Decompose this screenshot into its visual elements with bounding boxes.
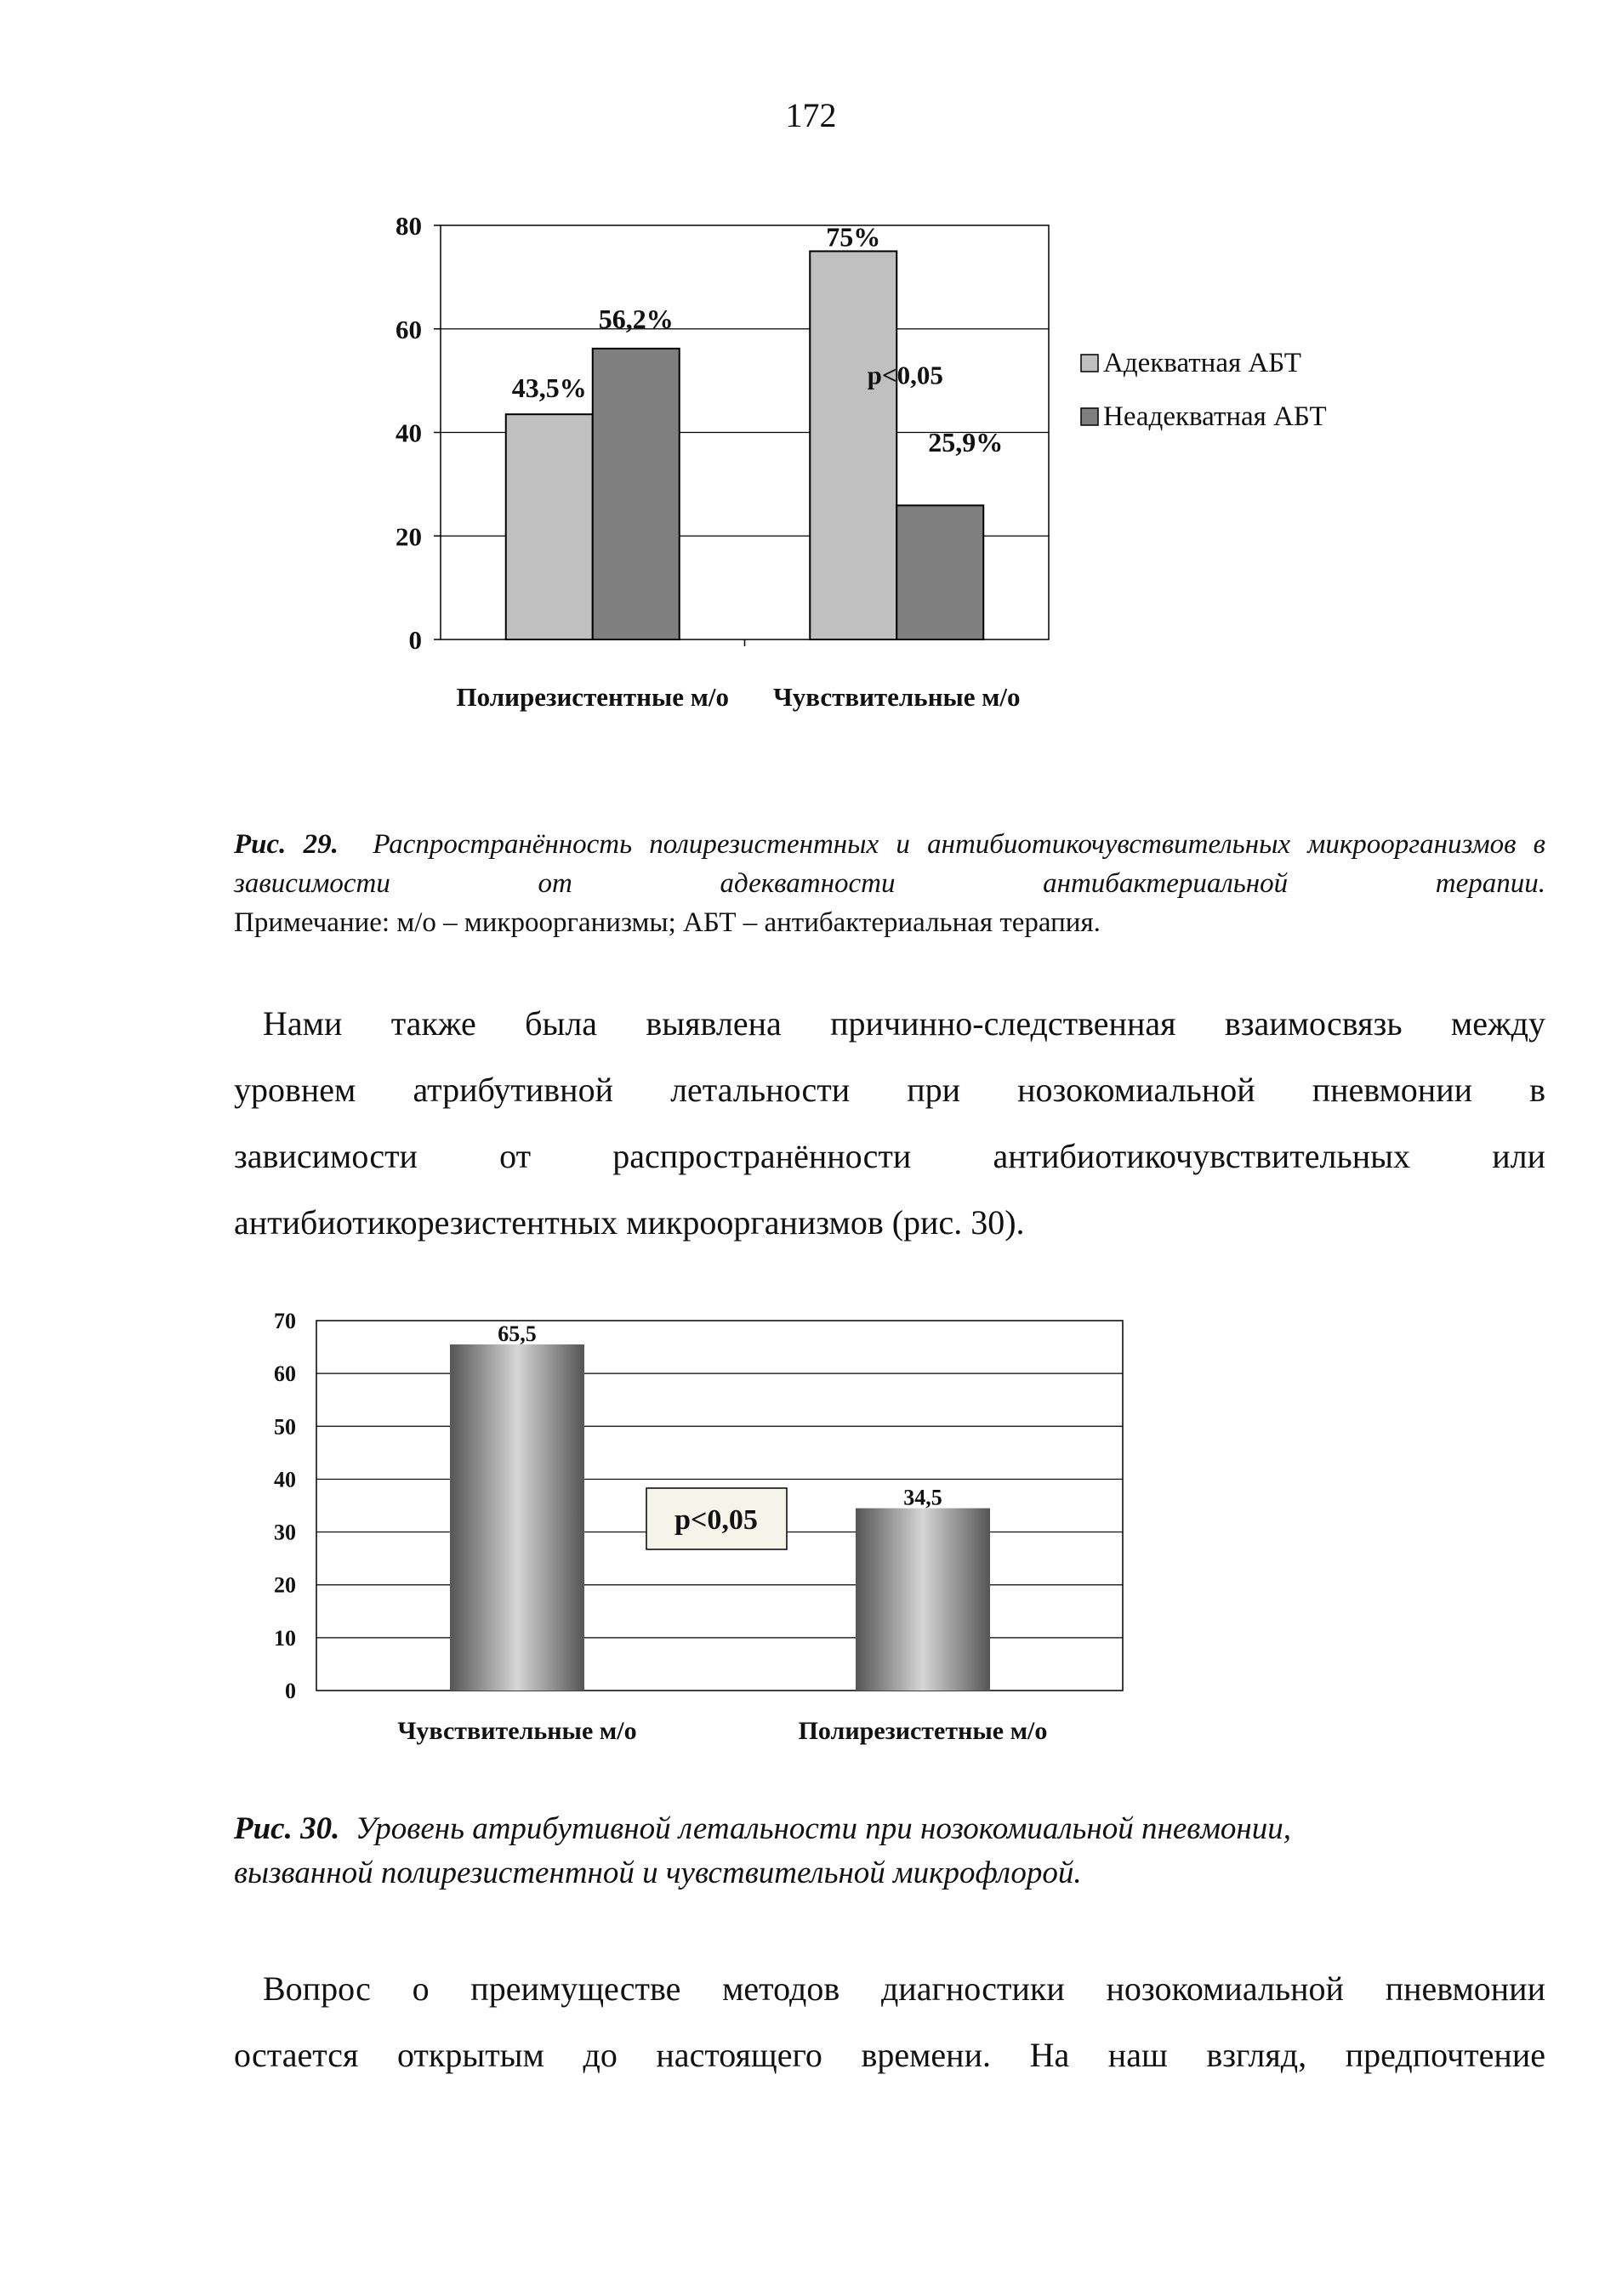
bar: [856, 1509, 990, 1691]
figure-29-chart: [340, 196, 1446, 723]
data-label: 75%: [826, 221, 881, 253]
data-label: 56,2%: [598, 303, 674, 334]
paragraph-line: Нами также была выявлена причинно-следственная взаимосвязь между: [263, 1004, 1545, 1043]
bar-adequate: [506, 414, 593, 639]
y-tick-label: 20: [396, 521, 422, 552]
figure-30-caption-line-1: Уровень атрибутивной летальности при нозокомиальной пневмонии,: [355, 1811, 1292, 1846]
bar-inadequate: [593, 349, 680, 639]
y-tick-label: 80: [396, 211, 422, 241]
x-category-label: Полирезистентные м/о: [456, 682, 729, 712]
x-category-label: Чувствительные м/о: [397, 1717, 637, 1745]
legend-label: Адекватная АБТ: [1103, 348, 1301, 378]
paragraph-line: Вопрос о преимуществе методов диагностики нозокомиальной пневмонии: [263, 1969, 1545, 2008]
p-value-annotation: p<0,05: [674, 1503, 758, 1536]
figure-29-label: Рис. 29.: [234, 829, 339, 860]
y-tick-label: 30: [274, 1520, 296, 1545]
y-tick-label: 70: [274, 1309, 296, 1333]
x-category-label: Чувствительные м/о: [772, 682, 1021, 712]
y-tick-label: 60: [274, 1361, 296, 1387]
bar: [450, 1344, 584, 1691]
y-tick-label: 40: [274, 1467, 296, 1492]
paragraph-1: [234, 991, 1545, 1256]
data-label: 43,5%: [511, 372, 587, 404]
figure-29-svg: [340, 196, 1446, 723]
figure-30-svg: [247, 1305, 1182, 1765]
legend-swatch: [1081, 355, 1098, 372]
paragraph-line: антибиотикорезистентных микроорганизмов (рис. 30).: [234, 1203, 1025, 1242]
x-category-label: Полирезистетные м/о: [798, 1717, 1048, 1745]
figure-30-chart: [247, 1305, 1182, 1765]
figure-29-caption: [234, 825, 1545, 942]
paragraph-line: зависимости от распространённости антибиотикочувствительных или: [234, 1137, 1545, 1175]
y-tick-label: 60: [396, 314, 422, 344]
figure-29-note: Примечание: м/о – микроорганизмы; АБТ – антибактериальная терапия.: [234, 907, 1101, 938]
bar-adequate: [810, 251, 896, 639]
y-tick-label: 10: [274, 1625, 296, 1651]
y-tick-label: 40: [396, 418, 422, 448]
data-label: 34,5: [903, 1485, 942, 1510]
data-label: 25,9%: [928, 426, 1004, 457]
y-tick-label: 20: [274, 1572, 296, 1598]
page-number: 172: [785, 96, 837, 134]
data-label: 65,5: [498, 1321, 537, 1346]
figure-30-label: Рис. 30.: [234, 1811, 340, 1846]
y-tick-label: 50: [274, 1414, 296, 1440]
figure-30-caption: [234, 1807, 1545, 1895]
paragraph-2: [234, 1956, 1545, 2089]
legend-label: Неадекватная АБТ: [1103, 401, 1327, 432]
bar-inadequate: [896, 505, 983, 639]
figure-29-caption-text: Распространённость полирезистентных и антибиотикочувствительных микроорганизмов в зависимости от адекватности антибактериальной терапии.: [234, 829, 1545, 899]
legend-swatch: [1081, 408, 1098, 425]
y-tick-label: 0: [408, 625, 422, 655]
figure-30-caption-line-2: вызванной полирезистентной и чувствительной микрофлорой.: [234, 1856, 1082, 1890]
p-value-annotation: p<0,05: [867, 360, 943, 390]
y-tick-label: 0: [285, 1679, 296, 1703]
paragraph-line: остается открытым до настоящего времени. На наш взгляд, предпочтение: [234, 2036, 1545, 2074]
paragraph-line: уровнем атрибутивной летальности при нозокомиальной пневмонии в: [234, 1071, 1545, 1109]
